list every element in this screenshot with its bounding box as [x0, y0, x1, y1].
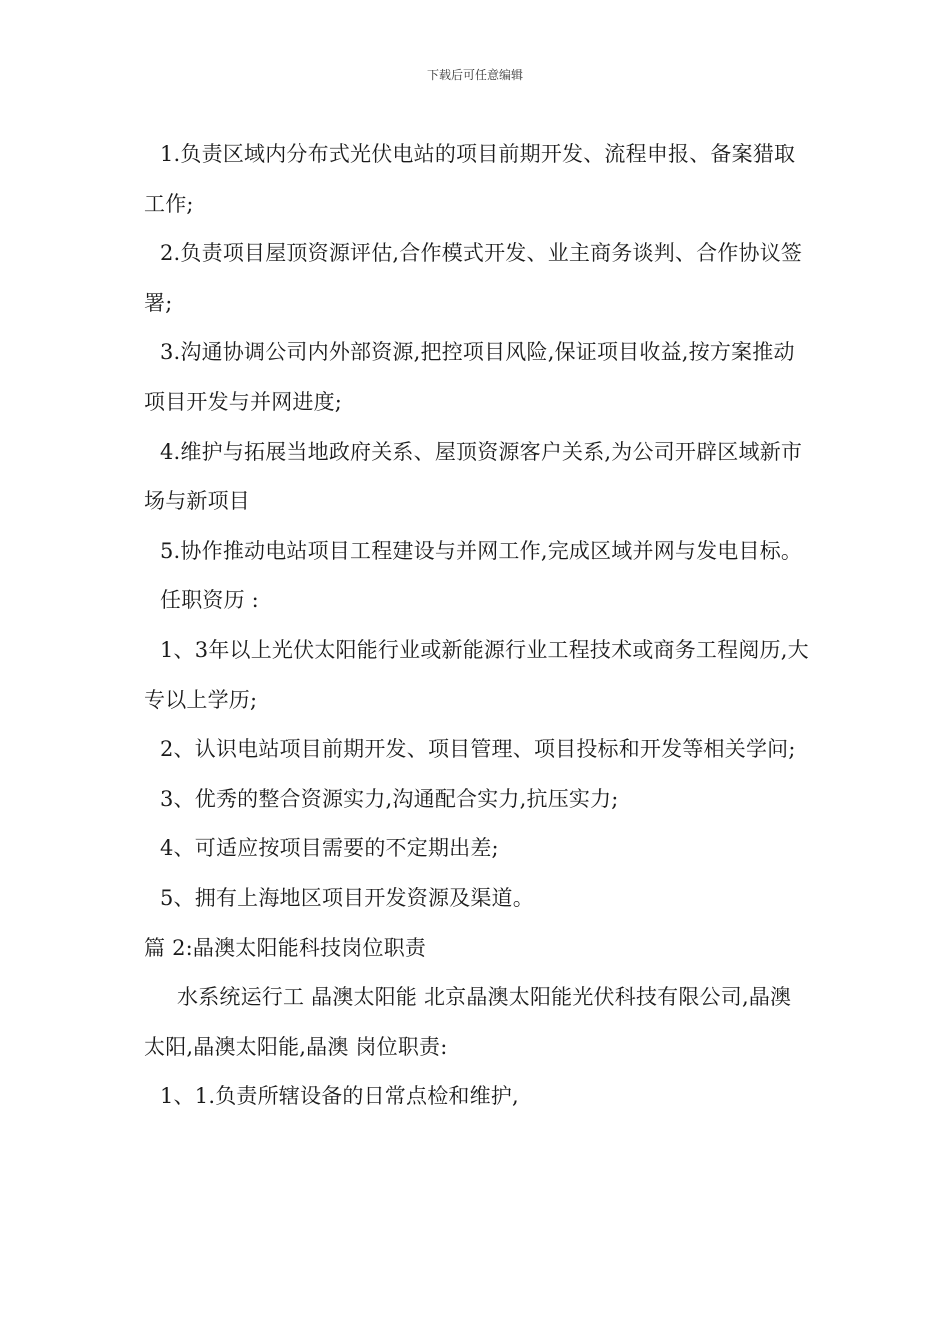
section-heading: 篇 2:晶澳太阳能科技岗位职责: [144, 935, 427, 960]
duty-item-4: 4.维护与拓展当地政府关系、屋顶资源客户关系,为公司开辟区域新市场与新项目: [144, 439, 803, 514]
qualification-item-3: 3、优秀的整合资源实力,沟通配合实力,抗压实力;: [160, 786, 619, 811]
document-body: [144, 130, 809, 1122]
section-intro: 水系统运行工 晶澳太阳能 北京晶澳太阳能光伏科技有限公司,晶澳太阳,晶澳太阳能,晶澳 岗位职责:: [144, 985, 792, 1059]
qualification-item-4: 4、可适应按项目需要的不定期出差;: [160, 836, 499, 861]
duty-item-5: 5.协作推动电站项目工程建设与并网工作,完成区域并网与发电目标。: [160, 538, 803, 563]
qualification-item-5: 5、拥有上海地区项目开发资源及渠道。: [160, 885, 534, 910]
duty-item-2: 2.负责项目屋顶资源评估,合作模式开发、业主商务谈判、合作协议签署;: [144, 241, 803, 315]
page-header: 下载后可任意编辑: [426, 68, 523, 82]
qualifications-heading: 任职资历 :: [160, 588, 259, 613]
qualification-item-2: 2、认识电站项目前期开发、项目管理、项目投标和开发等相关学问;: [160, 737, 796, 762]
duty-item-3: 3.沟通协调公司内外部资源,把控项目风险,保证项目收益,按方案推动项目开发与并网进度;: [144, 340, 795, 414]
section-duty-item-1: 1、1.负责所辖设备的日常点检和维护,: [160, 1084, 519, 1109]
qualification-item-1: 1、3年以上光伏太阳能行业或新能源行业工程技术或商务工程阅历,大专以上学历;: [144, 637, 809, 712]
duty-item-1: 1.负责区域内分布式光伏电站的项目前期开发、流程申报、备案猎取工作;: [144, 142, 796, 216]
